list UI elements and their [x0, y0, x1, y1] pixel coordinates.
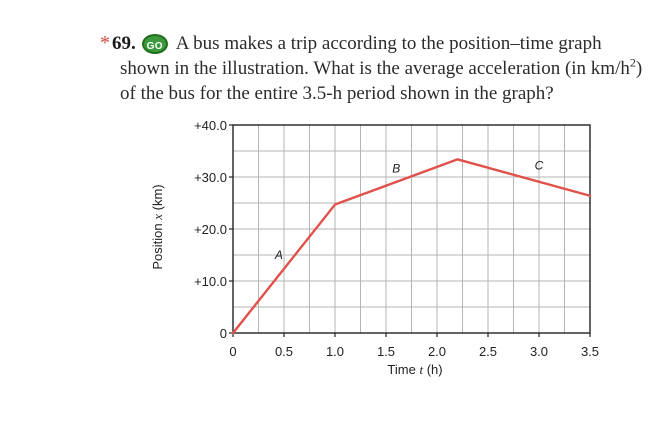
grid-lines	[233, 125, 590, 333]
chart-axes	[229, 125, 590, 337]
segment-label: A	[274, 248, 283, 263]
x-axis-label-unit: (h)	[423, 362, 443, 377]
difficulty-star: *	[100, 32, 110, 54]
y-tick-label: +20.0	[194, 222, 227, 237]
y-axis-label-unit: (km)	[150, 184, 165, 214]
x-tick-label: 3.5	[580, 344, 600, 359]
x-axis-label-text: Time	[387, 362, 420, 377]
x-tick-label: 0.5	[274, 344, 294, 359]
x-tick-label: 2.0	[427, 344, 447, 359]
x-tick-label: 0	[229, 344, 237, 359]
problem-text-3: of the bus for the entire 3.5-h period shown in the graph?	[120, 83, 554, 104]
segment-label: C	[534, 158, 544, 173]
x-tick-label: 3.0	[529, 344, 549, 359]
y-tick-label: 0	[219, 326, 227, 341]
problem-text-2-sup: 2	[629, 55, 636, 70]
tick-labels	[194, 118, 599, 359]
y-tick-label: +40.0	[194, 118, 227, 133]
y-axis-label	[150, 184, 165, 269]
segment-label: B	[392, 161, 401, 176]
y-tick-label: +10.0	[194, 274, 227, 289]
y-axis-label-text: Position	[150, 219, 165, 270]
problem-text-1: A bus makes a trip according to the position–time graph	[175, 33, 602, 54]
go-badge-label: GO	[146, 40, 163, 52]
x-axis-label	[387, 362, 442, 377]
problem-text-2-end: )	[635, 58, 643, 79]
problem-number: 69.	[112, 33, 136, 54]
y-axis-label-var: x	[150, 213, 165, 220]
segment-labels	[274, 159, 544, 262]
x-tick-label: 1.5	[376, 344, 396, 359]
x-tick-label: 1.0	[325, 344, 345, 359]
problem-text-2: shown in the illustration. What is the average acceleration (in km/h	[120, 58, 630, 79]
y-tick-label: +30.0	[194, 170, 227, 185]
x-axis-label-var: t	[419, 362, 424, 377]
x-tick-label: 2.5	[478, 344, 498, 359]
